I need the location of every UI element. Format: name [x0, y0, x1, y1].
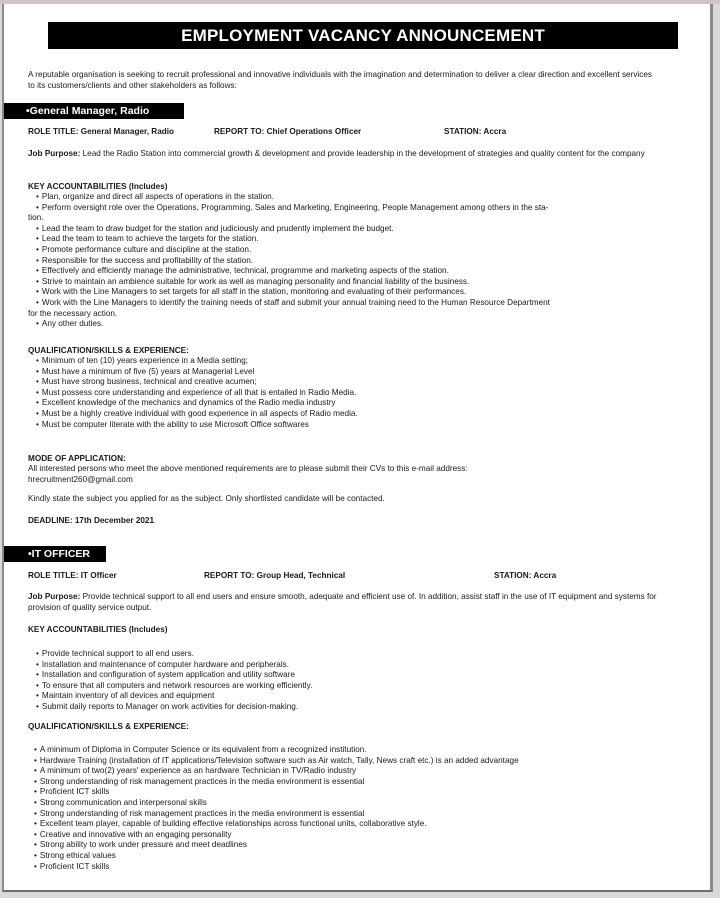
- deadline: DEADLINE: 17th December 2021: [28, 516, 155, 525]
- list-item: • Perform oversight role over the Operations, Programming, Sales and Marketing, Engineering, People Management among others in the sta-: [36, 203, 550, 214]
- list-item: • Must be a highly creative individual with good experience in all aspects of Radio media.: [36, 409, 358, 420]
- list-item: • Strong communication and interpersonal skills: [34, 798, 519, 809]
- gm-qualifications-list: [36, 356, 358, 430]
- intro-text: A reputable organisation is seeking to recruit professional and innovative individuals with the imagination and determination to deliver a clear direction and excellent services to its customers/clients and other stakeholders as follows:: [28, 70, 652, 90]
- list-item: • Excellent knowledge of the mechanics and dynamics of the Radio media industry: [36, 398, 358, 409]
- gm-station: STATION: Accra: [444, 127, 507, 136]
- list-item: • Minimum of ten (10) years experience in a Media setting;: [36, 356, 358, 367]
- list-item: • Must have a minimum of five (5) years at Managerial Level: [36, 367, 358, 378]
- it-role-title: ROLE TITLE: IT Officer: [28, 571, 117, 580]
- it-accountabilities-list: [36, 649, 312, 713]
- subject-note: Kindly state the subject you applied for as the subject. Only shortlisted candidate will be contacted.: [28, 494, 385, 503]
- gm-accountabilities-list: [28, 192, 550, 330]
- list-item: • Proficient ICT skills: [34, 862, 519, 873]
- list-item: • Strong ethical values: [34, 851, 519, 862]
- list-item: • Installation and configuration of system application and utility software: [36, 670, 312, 681]
- list-item: • Must have strong business, technical and creative acumen;: [36, 377, 358, 388]
- mode-of-application-text: All interested persons who meet the above mentioned requirements are to please submit their CVs to this e-mail address:: [28, 464, 468, 473]
- it-qualifications-list: [34, 745, 519, 872]
- list-item: • Must be computer literate with the ability to use Microsoft Office softwares: [36, 420, 358, 431]
- it-report-to: REPORT TO: Group Head, Technical: [204, 571, 346, 580]
- it-job-purpose-label: Job Purpose:: [28, 592, 81, 601]
- list-item: • A minimum of two(2) years' experience as an hardware Technician in TV/Radio industry: [34, 766, 519, 777]
- list-item: • Plan, organize and direct all aspects of operations in the station.: [36, 192, 550, 203]
- document-page: [2, 4, 713, 892]
- list-item: • Installation and maintenance of computer hardware and peripherals.: [36, 660, 312, 671]
- gm-role-title: ROLE TITLE: General Manager, Radio: [28, 127, 175, 136]
- section-heading-general-manager: •General Manager, Radio: [4, 103, 184, 119]
- list-item: • Creative and innovative with an engaging personality: [34, 830, 519, 841]
- list-item: • Maintain inventory of all devices and equipment: [36, 691, 312, 702]
- list-item: • Submit daily reports to Manager on work activities for decision-making.: [36, 702, 312, 713]
- list-item: • To ensure that all computers and network resources are working efficiently.: [36, 681, 312, 692]
- list-item-continuation: [28, 309, 550, 320]
- list-item: • Strong ability to work under pressure and meet deadlines: [34, 840, 519, 851]
- list-item: • Provide technical support to all end users.: [36, 649, 312, 660]
- list-item: • Work with the Line Managers to identify the training needs of staff and submit your annual training need to the Human Resource Department: [36, 298, 550, 309]
- continuation-text: tion.: [28, 213, 44, 223]
- list-item: • Lead the team to draw budget for the station and judiciously and prudently implement the budget.: [36, 224, 550, 235]
- it-qualifications-heading: QUALIFICATION/SKILLS & EXPERIENCE:: [28, 722, 189, 731]
- section-heading-it-officer: •IT OFFICER: [4, 546, 106, 562]
- gm-report-to: REPORT TO: Chief Operations Officer: [214, 127, 362, 136]
- it-job-purpose-text: Provide technical support to all end users and ensure smooth, adequate and efficient use of. In addition, assist staff in the use of IT equipment and systems for provision of quality service output.: [28, 592, 657, 612]
- list-item: • Strong understanding of risk management practices in the media environment is essential: [34, 809, 519, 820]
- list-item: • A minimum of Diploma in Computer Science or its equivalent from a recognized institution.: [34, 745, 519, 756]
- gm-job-purpose-text: Lead the Radio Station into commercial growth & development and provide leadership in the development of strategies and quality content for the company: [82, 149, 645, 158]
- list-item: • Strive to maintain an ambience suitable for work as well as managing personality and financial liability of the business.: [36, 277, 550, 288]
- gm-qualifications-heading: QUALIFICATION/SKILLS & EXPERIENCE:: [28, 346, 189, 355]
- list-item: • Proficient ICT skills: [34, 787, 519, 798]
- list-item: • Strong understanding of risk management practices in the media environment is essential: [34, 777, 519, 788]
- list-item: • Lead the team to team to achieve the targets for the station.: [36, 234, 550, 245]
- it-job-purpose: [28, 592, 658, 613]
- application-email-link[interactable]: hrecruitment260@gmail.com: [28, 475, 133, 484]
- mode-of-application-heading: MODE OF APPLICATION:: [28, 454, 126, 463]
- list-item: • Any other duties.: [36, 319, 550, 330]
- continuation-text: for the necessary action.: [28, 308, 118, 318]
- gm-job-purpose: [28, 149, 658, 160]
- gm-accountabilities-heading: KEY ACCOUNTABILITIES (Includes): [28, 182, 168, 191]
- gm-job-purpose-label: Job Purpose:: [28, 149, 81, 158]
- it-accountabilities-heading: KEY ACCOUNTABILITIES (Includes): [28, 625, 168, 634]
- list-item: • Excellent team player, capable of building effective relationships across functional units, collaborative style.: [34, 819, 519, 830]
- list-item: • Work with the Line Managers to set targets for all staff in the station, monitoring and evaluating of their performances.: [36, 287, 550, 298]
- list-item: • Must possess core understanding and experience of all that is entailed in Radio Media.: [36, 388, 358, 399]
- list-item: • Responsible for the success and profitability of the station.: [36, 256, 550, 267]
- list-item-continuation: [28, 213, 550, 224]
- list-item: • Hardware Training (installation of IT applications/Television software such as Air watch, Tally, News craft etc.) is an added advantage: [34, 756, 519, 767]
- list-item: • Effectively and efficiently manage the administrative, technical, programme and marketing aspects of the station.: [36, 266, 550, 277]
- list-item: • Promote performance culture and discipline at the station.: [36, 245, 550, 256]
- page-title: EMPLOYMENT VACANCY ANNOUNCEMENT: [48, 22, 678, 49]
- it-station: STATION: Accra: [494, 571, 557, 580]
